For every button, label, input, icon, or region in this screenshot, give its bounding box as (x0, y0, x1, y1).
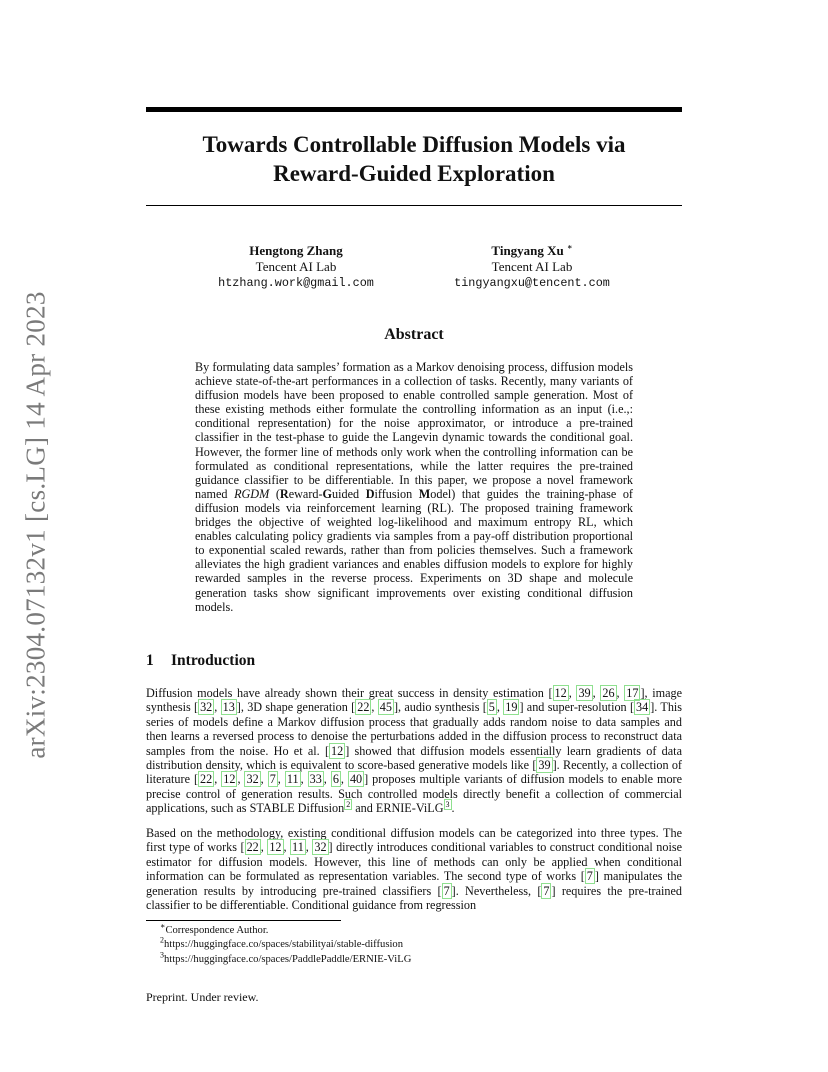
section-heading (146, 652, 255, 670)
title-line-2: Reward-Guided Exploration (273, 161, 555, 186)
author-affiliation: Tencent AI Lab (491, 259, 573, 274)
citation-link[interactable]: 17 (626, 686, 639, 700)
correspondence-mark: ∗ (567, 242, 573, 252)
citation-link[interactable]: 12 (554, 686, 567, 700)
citation-link[interactable]: 32 (246, 772, 259, 787)
citation-link[interactable]: 34 (636, 700, 649, 715)
abstract-heading: Abstract (384, 326, 444, 343)
citation-link[interactable]: 39 (538, 758, 551, 773)
citation-link[interactable]: 22 (246, 840, 259, 855)
footnotes (160, 921, 412, 967)
citation-link[interactable]: 39 (578, 686, 591, 700)
footnote-link[interactable]: 3 (445, 800, 450, 810)
citation-link[interactable]: 22 (357, 700, 370, 715)
footnote[interactable]: $^3$https://huggingface.co/spaces/PaddlePaddle/ERNIE-ViLG (160, 950, 412, 965)
footnote-link[interactable]: 2 (346, 800, 351, 810)
citation-link[interactable]: 11 (292, 840, 304, 855)
citation-link[interactable]: 5 (488, 700, 495, 715)
citation-link[interactable]: 7 (269, 772, 276, 787)
citation-link[interactable]: 40 (349, 772, 363, 787)
citation-link[interactable]: 19 (505, 700, 518, 715)
citation-link[interactable]: 11 (286, 772, 299, 787)
citation-link[interactable]: 12 (269, 840, 282, 855)
section-number: 1 (146, 652, 154, 669)
citation-link[interactable]: 26 (602, 686, 615, 700)
author-email[interactable]: tingyangxu@tencent.com (454, 276, 610, 290)
citation-link[interactable]: 7 (443, 883, 450, 898)
author-block-1 (196, 243, 396, 291)
abstract-body: By formulating data samples’ formation as a Markov denoising process, diffusion models achieve state-of-the-art performances in a collection of tasks. Recently, many variants of diffusion models have been proposed to enable controlled sample generation. Most of these existing methods either formulate the controlling information as an input (i.e.,: conditional representation) for the noise approximator, or introduce a pre-trained classifier in the test-phase to guide the Langevin dynamic towards the conditional goal. However, the former line of methods only work when the controlling information can be formulated as conditional representations, while the latter requires the pre-trained guidance classifier to be differentiable. In this paper, we propose a novel framework named RGDM (Reward-Guided Diffusion Model) that guides the training-phase of diffusion models via reinforcement learning (RL). The proposed training framework bridges the objective of weighted log-likelihood and maximum entropy RL, which enables calculating policy gradients via samples from a pay-off distribution proportional to exponential scaled rewards, rather than from policies themselves. Such a framework alleviates the high gradient variances and enables diffusion models to explore for highly rewarded samples in the reverse process. Experiments on 3D shape and molecule generation tasks show significant improvements over existing conditional diffusion models. (195, 360, 633, 614)
footnote[interactable]: $^2$https://huggingface.co/spaces/stabilityai/stable-diffusion (160, 935, 403, 951)
title-bottom-rule (146, 205, 682, 206)
title-top-rule (146, 107, 682, 112)
citation-link[interactable]: 12 (331, 743, 344, 758)
title-line-1: Towards Controllable Diffusion Models via (202, 132, 626, 157)
citation-link[interactable]: 13 (222, 700, 235, 715)
author-affiliation: Tencent AI Lab (255, 259, 337, 274)
arxiv-identifier[interactable]: arXiv:2304.07132v1 [cs.LG] 14 Apr 2023 (20, 291, 51, 759)
author-name: Hengtong Zhang (249, 243, 343, 258)
author-name: Tingyang Xu ∗ (491, 242, 573, 258)
footnote-rule (146, 920, 341, 921)
intro-paragraph-1: Diffusion models have already shown their great success in density estimation [ 12 , 39 , 26 , 17 ], image synthesis [ 32 , 13 ], 3D shape generation [ 22 , 45 ], audio synthesis [ 5 , 19 ] and super-resolution [ 34 ]. This series of models define a Markov diffusion process that gradually adds random noise to data samples and then learns a reversed process to denoise the perturbations added in the diffusion process to reconstruct data samples from the noise. Ho et al. [ 12 ] showed that diffusion models essentially learn gradients of data distribution density, which is equivalent to score-based generative models like [ 39 ]. Recently, a collection of literature [ 22 , 12 , 32 , 7 , 11 , 33 , 6 , 40 ] proposes multiple variants of diffusion models to enable more precise control of generation results. Such controlled models directly benefit a collection of commercial applications, such as STABLE Diffusion $^2$ and ERNIE-ViLG $^3$ . (146, 686, 683, 816)
footnote: ∗Correspondence Author. (160, 921, 269, 936)
citation-link[interactable]: 32 (200, 700, 213, 715)
section-title: Introduction (171, 652, 256, 669)
citation-link[interactable]: 7 (586, 869, 593, 884)
paper-title (146, 130, 682, 188)
citation-link[interactable]: 45 (379, 700, 392, 715)
method-name: RGDM (234, 486, 270, 501)
citation-link[interactable]: 32 (314, 840, 327, 855)
citation-link[interactable]: 7 (543, 883, 550, 898)
citation-link[interactable]: 12 (223, 772, 236, 787)
citation-link[interactable]: 22 (200, 772, 213, 787)
citation-link[interactable]: 6 (332, 772, 339, 787)
preprint-note: Preprint. Under review. (146, 990, 259, 1004)
author-block-2 (432, 243, 632, 291)
author-email[interactable]: htzhang.work@gmail.com (218, 276, 374, 290)
intro-paragraph-2: Based on the methodology, existing conditional diffusion models can be categorized into three types. The first type of works [ 22 , 12 , 11 , 32 ] directly introduces conditional variables to construct conditional noise estimator for diffusion models. However, this line of methods can only be applied when conditional information can be formulated as representation variables. The second type of works [ 7 ] manipulates the generation results by introducing pre-trained classifiers [ 7 ]. Nevertheless, [ 7 ] requires the pre-trained classifier to be differentiable. Conditional guidance from regression (146, 826, 683, 913)
citation-link[interactable]: 33 (309, 772, 322, 787)
